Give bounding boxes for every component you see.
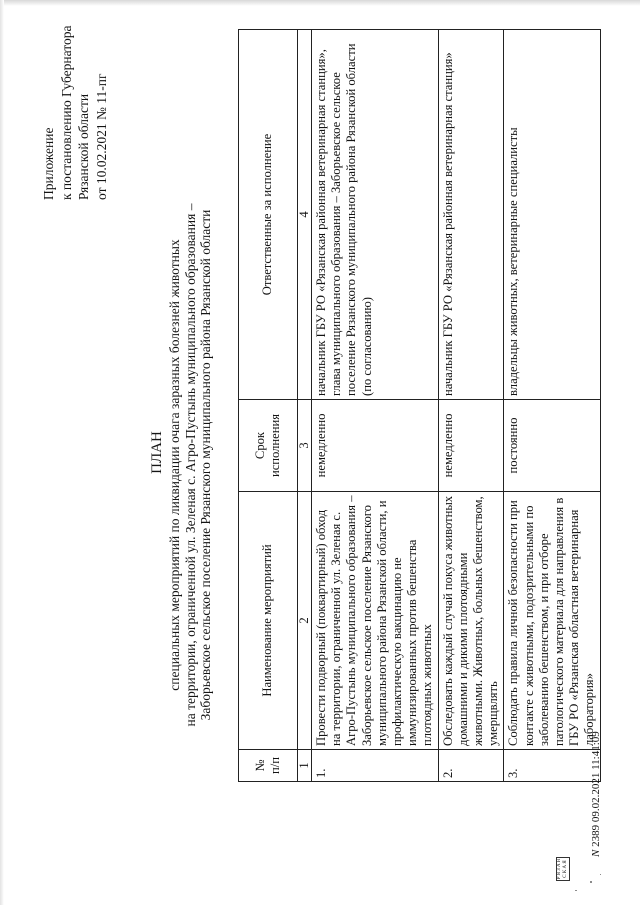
subtitle-line: на территории, ограниченной ул. Зеленая с. Агро-Пустынь муниципального образования – [182, 203, 198, 727]
header-term: Срок исполнения [239, 400, 298, 492]
row-measure: Соблюдать правила личной безопасности при контакте с животными, подозрительными по заболеванию бешенством, и при отборе патологического материала для направления в ГБУ РО «Рязанская областная ветеринарная лаборатория» [504, 492, 600, 750]
row-number: 2. [438, 750, 504, 782]
index-cell: 1 [298, 750, 312, 782]
header-num: № п/п [239, 750, 298, 782]
appendix-line: Приложение [41, 127, 56, 200]
subtitle-line: Заборьевское сельское поселение Рязанского муниципального района Рязанской области [198, 209, 213, 721]
table-row [312, 30, 439, 782]
stamp-icon: Р Я З А Н С К А Я [557, 858, 568, 880]
appendix-line: к постановлению Губернатора [58, 25, 74, 200]
row-measure: Обследовать каждый случай покуса животных домашними и дикими плотоядными животными. Животных, больных бешенством, умерщвлять [438, 492, 504, 750]
row-number: 3. [504, 750, 600, 782]
table-header-row [239, 30, 298, 782]
row-term: постоянно [504, 400, 600, 492]
header-name: Наименование мероприятий [239, 492, 298, 750]
index-cell: 2 [298, 492, 312, 750]
subtitle-line: специальных мероприятий по ликвидации очага заразных болезней животных [167, 239, 182, 691]
registration-datetime: 09.02.2021 11:41:09 [590, 731, 602, 823]
registration-value: 2389 [590, 824, 602, 847]
appendix-line: от 10.02.2021 № 11-пг [93, 73, 109, 200]
appendix-block [40, 0, 110, 200]
table-row [438, 30, 504, 782]
row-number: 1. [312, 750, 439, 782]
index-cell: 4 [298, 30, 312, 400]
row-term: немедленно [312, 400, 439, 492]
row-measure: Провести подворный (поквартирный) обход на территории, ограниченной ул. Зеленая с. Агро-Пустынь муниципального образования – Заборьевское сельское поселение Рязанского муниципального района Рязанской области, и профилактическую вакцинацию не иммунизированных против бешенства плотоядных животных [312, 492, 439, 750]
document-subtitle [167, 65, 214, 865]
table-row [504, 30, 600, 782]
table-index-row [298, 30, 312, 782]
registration-number [590, 731, 602, 857]
index-cell: 3 [298, 400, 312, 492]
row-responsible: владельцы животных, ветеринарные специалисты [504, 30, 600, 400]
header-resp: Ответственные за исполнение [239, 30, 298, 400]
plan-table [238, 29, 601, 782]
scan-speck [590, 881, 592, 883]
registration-prefix: N [590, 849, 602, 857]
scan-speck [575, 890, 577, 891]
stamp-area [556, 857, 570, 881]
appendix-line: Рязанской области [76, 93, 91, 200]
document-title: ПЛАН [149, 431, 165, 474]
row-term: немедленно [438, 400, 504, 492]
row-responsible: начальник ГБУ РО «Рязанская районная ветеринарная станция», глава муниципального образования – Заборьевское сельское поселение Рязанского муниципального района Рязанской области (по согласованию) [312, 30, 439, 400]
scan-speck [600, 874, 601, 875]
row-responsible: начальник ГБУ РО «Рязанская районная ветеринарная станция» [438, 30, 504, 400]
